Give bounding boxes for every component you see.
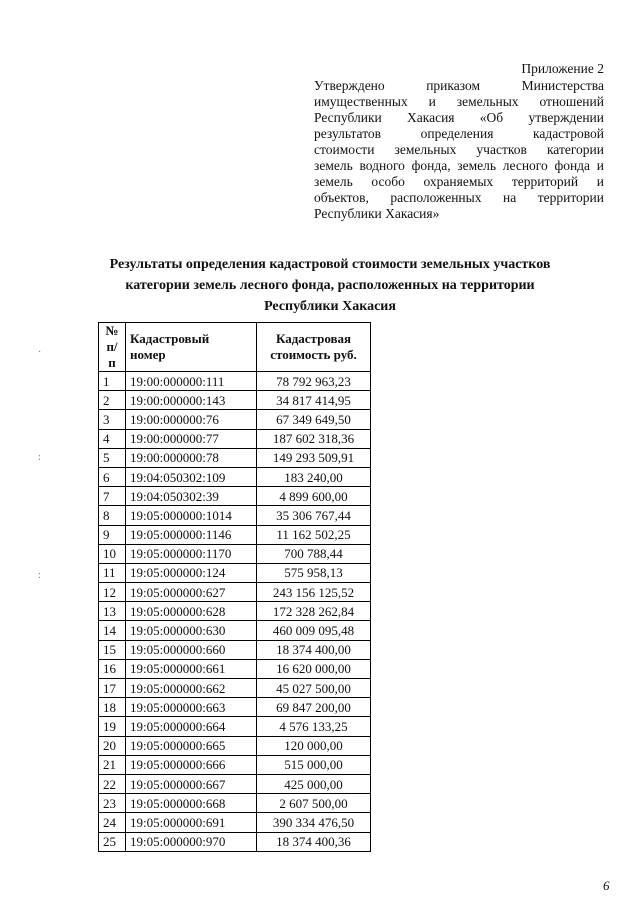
row-number: 9: [99, 525, 126, 544]
row-number: 4: [99, 429, 126, 448]
approval-line: результатов определения кадастровой: [314, 126, 604, 141]
header-cost: [257, 323, 371, 372]
header-cadastral: [126, 323, 257, 372]
cadastral-number: 19:05:000000:630: [126, 621, 257, 640]
cadastral-number: 19:05:000000:970: [126, 832, 257, 851]
cadastral-cost: 2 607 500,00: [257, 794, 371, 813]
approval-line: имущественных и земельных отношений: [314, 94, 604, 109]
row-number: 7: [99, 487, 126, 506]
cadastral-cost: 78 792 963,23: [257, 372, 371, 391]
cadastral-cost: 425 000,00: [257, 774, 371, 793]
cadastral-cost: 700 788,44: [257, 544, 371, 563]
table-row: [99, 832, 371, 851]
cadastral-number: 19:05:000000:665: [126, 736, 257, 755]
row-number: 23: [99, 794, 126, 813]
header-num: [99, 323, 126, 372]
row-number: 5: [99, 448, 126, 467]
cadastral-number: 19:04:050302:39: [126, 487, 257, 506]
row-number: 18: [99, 698, 126, 717]
table-row: [99, 410, 371, 429]
approval-block: [314, 78, 604, 222]
table-row: [99, 679, 371, 698]
cadastral-number: 19:05:000000:124: [126, 563, 257, 582]
cadastral-number: 19:05:000000:662: [126, 679, 257, 698]
row-number: 13: [99, 602, 126, 621]
table-row: [99, 640, 371, 659]
row-number: 16: [99, 659, 126, 678]
row-number: 24: [99, 813, 126, 832]
table-row: [99, 583, 371, 602]
approval-line: объектов, расположенных на территории: [314, 190, 604, 205]
cadastre-table: [98, 322, 371, 852]
table-row: [99, 813, 371, 832]
header-cadastral-label: Кадастровый номер: [130, 331, 210, 362]
table-row: [99, 602, 371, 621]
margin-mark: :: [38, 452, 41, 463]
table-row: [99, 774, 371, 793]
title-line: Результаты определения кадастровой стоимости земельных участков: [109, 257, 551, 272]
cadastral-number: 19:05:000000:1014: [126, 506, 257, 525]
table-row: [99, 659, 371, 678]
table-row: [99, 544, 371, 563]
table-row: [99, 698, 371, 717]
cadastral-number: 19:05:000000:1170: [126, 544, 257, 563]
row-number: 15: [99, 640, 126, 659]
table-row: [99, 525, 371, 544]
cadastral-cost: 172 328 262,84: [257, 602, 371, 621]
page-number: 6: [603, 878, 610, 893]
cadastral-cost: 34 817 414,95: [257, 391, 371, 410]
row-number: 6: [99, 467, 126, 486]
table-row: [99, 736, 371, 755]
cadastral-cost: 16 620 000,00: [257, 659, 371, 678]
cadastral-cost: 183 240,00: [257, 467, 371, 486]
appendix-label: Приложение 2: [521, 61, 604, 76]
table-row: [99, 621, 371, 640]
row-number: 20: [99, 736, 126, 755]
approval-line: Республики Хакасия»: [314, 206, 440, 221]
cadastral-number: 19:05:000000:628: [126, 602, 257, 621]
row-number: 10: [99, 544, 126, 563]
approval-line: стоимости земельных участков категории: [314, 142, 604, 157]
cadastral-cost: 4 899 600,00: [257, 487, 371, 506]
margin-mark: ·: [38, 347, 42, 358]
cadastral-number: 19:05:000000:666: [126, 755, 257, 774]
cadastral-number: 19:05:000000:1146: [126, 525, 257, 544]
margin-mark: :: [38, 570, 41, 581]
cadastral-number: 19:05:000000:668: [126, 794, 257, 813]
cadastral-number: 19:00:000000:111: [126, 372, 257, 391]
table-row: [99, 506, 371, 525]
cadastral-number: 19:05:000000:664: [126, 717, 257, 736]
cadastral-cost: 18 374 400,36: [257, 832, 371, 851]
cadastral-cost: 69 847 200,00: [257, 698, 371, 717]
cadastral-cost: 67 349 649,50: [257, 410, 371, 429]
cadastral-number: 19:05:000000:661: [126, 659, 257, 678]
title-line: категории земель лесного фонда, расположенных на территории: [125, 278, 535, 293]
table-row: [99, 429, 371, 448]
row-number: 22: [99, 774, 126, 793]
row-number: 17: [99, 679, 126, 698]
row-number: 3: [99, 410, 126, 429]
row-number: 1: [99, 372, 126, 391]
cadastral-cost: 575 958,13: [257, 563, 371, 582]
cadastral-cost: 45 027 500,00: [257, 679, 371, 698]
table-row: [99, 755, 371, 774]
cadastral-cost: 4 576 133,25: [257, 717, 371, 736]
cadastral-cost: 243 156 125,52: [257, 583, 371, 602]
cadastral-cost: 35 306 767,44: [257, 506, 371, 525]
table-row: [99, 487, 371, 506]
header-num-label: № п/п: [105, 323, 119, 370]
cadastral-number: 19:05:000000:667: [126, 774, 257, 793]
cadastral-number: 19:05:000000:627: [126, 583, 257, 602]
row-number: 11: [99, 563, 126, 582]
cadastral-cost: 460 009 095,48: [257, 621, 371, 640]
table-row: [99, 794, 371, 813]
approval-line: земель особо охраняемых территорий и: [314, 174, 604, 189]
cadastral-number: 19:05:000000:663: [126, 698, 257, 717]
row-number: 25: [99, 832, 126, 851]
cadastral-number: 19:00:000000:77: [126, 429, 257, 448]
row-number: 21: [99, 755, 126, 774]
title-line: Республики Хакасия: [264, 299, 396, 314]
cadastral-cost: 390 334 476,50: [257, 813, 371, 832]
cadastral-number: 19:00:000000:78: [126, 448, 257, 467]
document-title: [100, 254, 560, 317]
row-number: 19: [99, 717, 126, 736]
table-row: [99, 391, 371, 410]
cadastral-cost: 515 000,00: [257, 755, 371, 774]
cadastral-cost: 120 000,00: [257, 736, 371, 755]
cadastral-cost: 149 293 509,91: [257, 448, 371, 467]
table-row: [99, 372, 371, 391]
approval-line: Утверждено приказом Министерства: [314, 78, 604, 93]
cadastral-number: 19:04:050302:109: [126, 467, 257, 486]
table-header-row: [99, 323, 371, 372]
row-number: 8: [99, 506, 126, 525]
row-number: 14: [99, 621, 126, 640]
approval-line: Республики Хакасия «Об утверждении: [314, 110, 604, 125]
cadastral-number: 19:05:000000:660: [126, 640, 257, 659]
cadastral-cost: 18 374 400,00: [257, 640, 371, 659]
table-row: [99, 467, 371, 486]
table-row: [99, 563, 371, 582]
cadastral-cost: 187 602 318,36: [257, 429, 371, 448]
header-cost-label: Кадастровая стоимость руб.: [270, 331, 357, 362]
cadastral-cost: 11 162 502,25: [257, 525, 371, 544]
table-row: [99, 448, 371, 467]
cadastral-number: 19:00:000000:143: [126, 391, 257, 410]
row-number: 2: [99, 391, 126, 410]
cadastral-number: 19:05:000000:691: [126, 813, 257, 832]
cadastral-number: 19:00:000000:76: [126, 410, 257, 429]
row-number: 12: [99, 583, 126, 602]
approval-line: земель водного фонда, земель лесного фонда и: [314, 158, 604, 173]
table-row: [99, 717, 371, 736]
